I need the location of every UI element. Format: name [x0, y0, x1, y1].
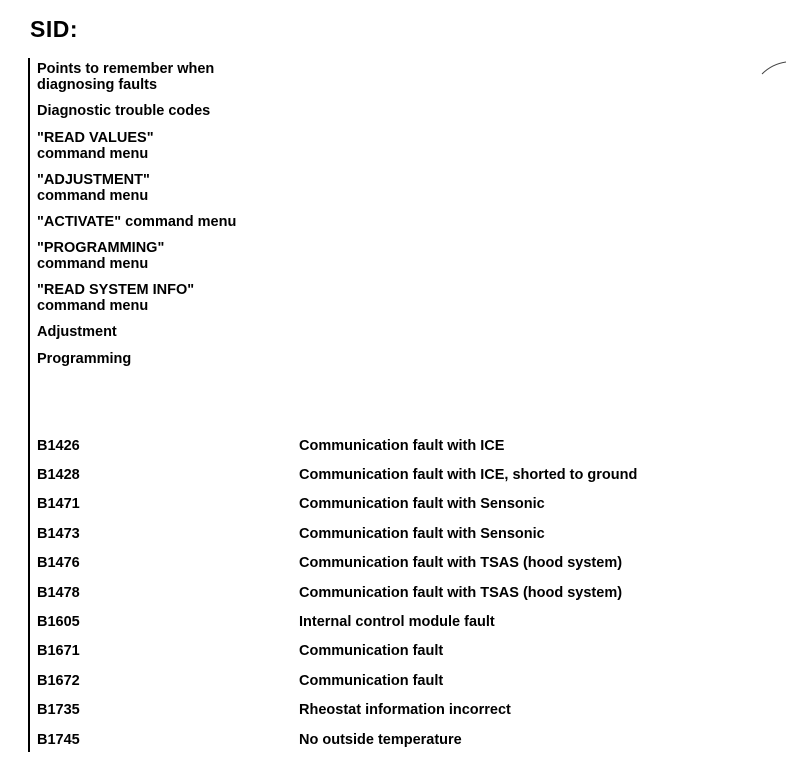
table-row[interactable]: [37, 519, 797, 548]
menu-item-activate[interactable]: "ACTIVATE" command menu: [37, 214, 237, 230]
code-cell: B1735: [37, 702, 80, 719]
table-row[interactable]: [37, 460, 797, 489]
description-cell: Communication fault with Sensonic: [299, 496, 545, 513]
trouble-code-table: [37, 431, 797, 754]
code-cell: B1476: [37, 555, 80, 572]
table-row[interactable]: [37, 578, 797, 607]
description-cell: Communication fault: [299, 672, 444, 689]
menu-item-diagnostic-trouble-codes[interactable]: Diagnostic trouble codes: [37, 103, 211, 119]
description-cell: Communication fault with ICE: [299, 437, 505, 454]
table-row[interactable]: [37, 637, 797, 666]
menu-item-read-system-info[interactable]: "READ SYSTEM INFO" command menu: [37, 282, 195, 314]
menu-item-adjustment-menu[interactable]: "ADJUSTMENT" command menu: [37, 172, 150, 204]
code-cell: B1605: [37, 614, 80, 631]
table-row[interactable]: [37, 725, 797, 754]
tree-line: [28, 58, 30, 752]
description-cell: Rheostat information incorrect: [299, 702, 511, 719]
description-cell: Communication fault with Sensonic: [299, 525, 545, 542]
code-cell: B1745: [37, 731, 80, 748]
menu-item-programming-menu[interactable]: "PROGRAMMING" command menu: [37, 240, 165, 272]
code-cell: B1671: [37, 643, 80, 660]
menu-item-adjustment[interactable]: Adjustment: [37, 324, 117, 340]
code-cell: B1473: [37, 525, 80, 542]
menu-item-programming[interactable]: Programming: [37, 351, 132, 367]
menu-item-points-to-remember[interactable]: Points to remember when diagnosing faults: [37, 61, 215, 93]
code-cell: B1428: [37, 467, 80, 484]
decorative-curve: [760, 60, 790, 80]
code-cell: B1478: [37, 584, 80, 601]
page-title: SID:: [30, 16, 78, 42]
table-row[interactable]: [37, 666, 797, 695]
table-row[interactable]: [37, 549, 797, 578]
table-row[interactable]: [37, 696, 797, 725]
table-row[interactable]: [37, 490, 797, 519]
description-cell: Communication fault with ICE, shorted to ground: [299, 467, 638, 484]
description-cell: Internal control module fault: [299, 614, 495, 631]
menu-list: [37, 61, 297, 378]
code-cell: B1426: [37, 437, 80, 454]
description-cell: No outside temperature: [299, 731, 462, 748]
description-cell: Communication fault with TSAS (hood system): [299, 555, 623, 572]
menu-item-read-values[interactable]: "READ VALUES" command menu: [37, 130, 154, 162]
description-cell: Communication fault with TSAS (hood system): [299, 584, 623, 601]
code-cell: B1471: [37, 496, 80, 513]
table-row[interactable]: [37, 607, 797, 636]
code-cell: B1672: [37, 672, 80, 689]
table-row[interactable]: [37, 431, 797, 460]
description-cell: Communication fault: [299, 643, 444, 660]
